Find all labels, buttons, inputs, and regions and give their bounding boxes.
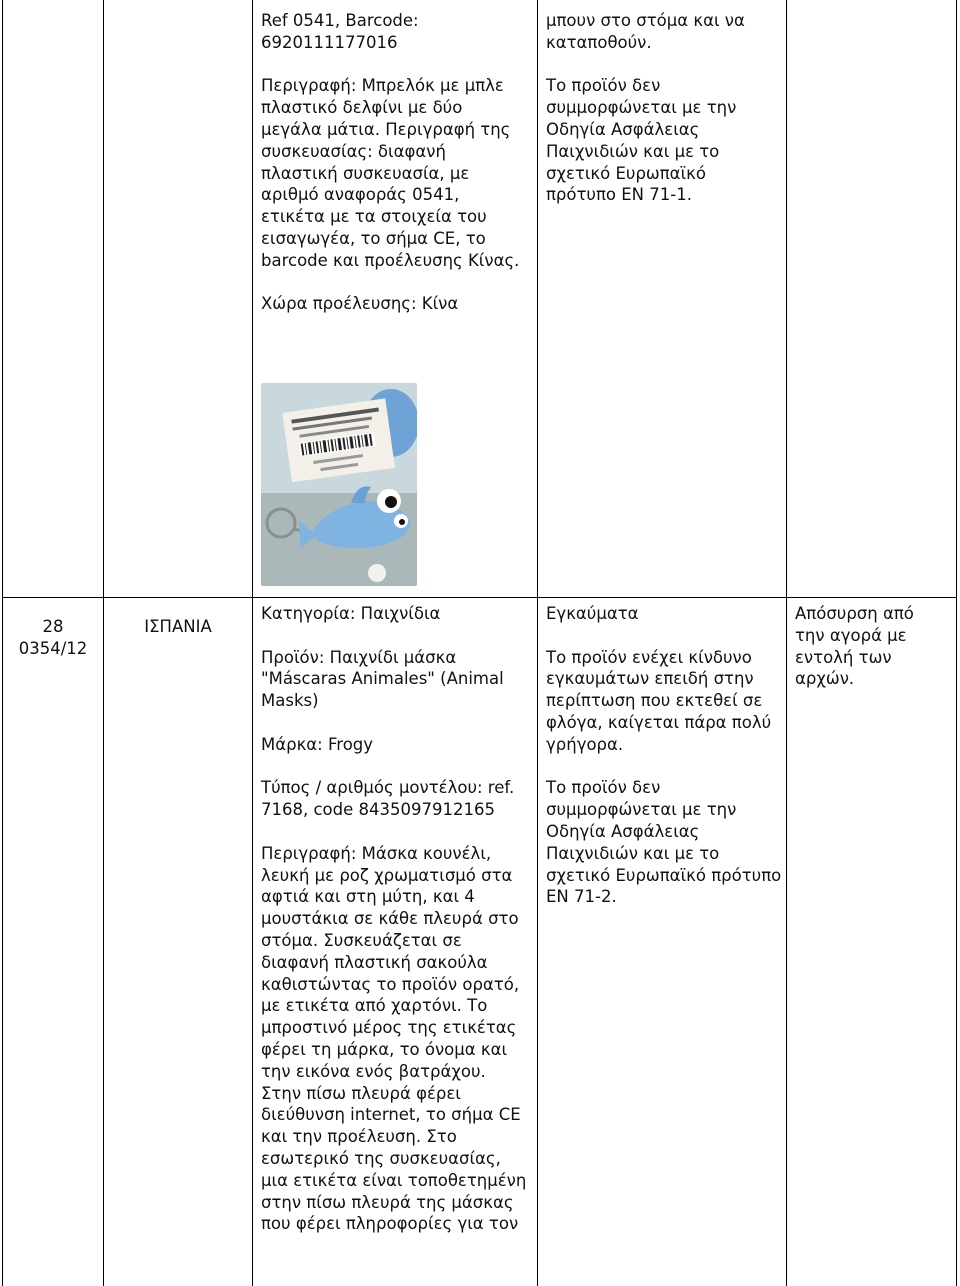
row2-measures-cell (795, 603, 945, 690)
row2-product-cell (261, 603, 531, 1235)
row1-risk-cell (546, 10, 778, 206)
product-description: Περιγραφή: Μπρελόκ με μπλε πλαστικό δελφίνι με δύο μεγάλα μάτια. Περιγραφή της συσκευασίας: διαφανή πλαστική συσκευασία, με αριθμό αναφοράς 0541, ετικέτα με τα στοιχεία του εισαγωγέα, το σήμα CE, το barcode και προέλευσης Κίνας. (261, 76, 520, 270)
origin-country: Χώρα προέλευσης: Κίνα (261, 294, 459, 314)
product-name: Προϊόν: Παιχνίδι μάσκα "Máscaras Animales" (Animal Masks) (261, 647, 504, 711)
ref-barcode: Ref 0541, Barcode: 6920111177016 (261, 11, 419, 52)
row2-risk-cell (546, 603, 782, 908)
row-separator (2, 597, 957, 598)
product-description: Περιγραφή: Μάσκα κουνέλι, λευκή με ροζ χρωματισμό στα αφτιά και στη μύτη, και 4 μουστάκια σε κάθε πλευρά στο στόμα. Συσκευάζεται σε διαφανή πλαστική σακούλα καθιστώντας το προϊόν ορατό, με ετικέτα από χαρτόνι. Το μπροστινό μέρος της ετικέτας φέρει τη μάρκα, το όνομα και την εικόνα ενός βατράχου. Στην πίσω πλευρά φέρει διεύθυνση internet, το σήμα CE και την προέλευση. Στο εσωτερικό της συσκευασίας, μια ετικέτα είναι τοποθετημένη στην πίσω πλευρά της μάσκας που φέρει πληροφορίες για τον (261, 843, 527, 1234)
row2-country-cell (104, 616, 252, 638)
entry-ref-code: 0354/12 (18, 638, 88, 658)
table-border-right (956, 0, 957, 1286)
compliance-text: Το προϊόν δεν συμμορφώνεται με την Οδηγία Ασφάλειας Παιχνιδιών και με το σχετικό Ευρωπαϊκό πρότυπο EN 71-2. (546, 778, 782, 907)
row1-product-cell (261, 10, 526, 315)
table-divider-2 (252, 0, 253, 1286)
row2-number-cell (3, 616, 103, 660)
table-divider-1 (103, 0, 104, 1286)
compliance-text: Το προϊόν δεν συμμορφώνεται με την Οδηγία Ασφάλειας Παιχνιδιών και με το σχετικό Ευρωπαϊκό πρότυπο EN 71-1. (546, 76, 737, 205)
country-name: ΙΣΠΑΝΙΑ (144, 617, 212, 636)
product-brand: Μάρκα: Frogy (261, 734, 374, 754)
table-divider-4 (786, 0, 787, 1286)
product-model: Τύπος / αριθμός μοντέλου: ref. 7168, code 8435097912165 (261, 778, 515, 820)
risk-continued-text: μπουν στο στόμα και να καταποθούν. (546, 11, 745, 52)
risk-title: Εγκαύματα (546, 604, 639, 623)
risk-description: Το προϊόν ενέχει κίνδυνο εγκαυμάτων επειδή στην περίπτωση που εκτεθεί σε φλόγα, καίγεται πάρα πολύ γρήγορα. (546, 647, 772, 754)
entry-number: 28 (42, 617, 64, 636)
product-photo (261, 383, 417, 586)
measures-text: Απόσυρση από την αγορά με εντολή των αρχών. (795, 604, 914, 689)
product-category: Κατηγορία: Παιχνίδια (261, 604, 441, 623)
table-divider-3 (537, 0, 538, 1286)
